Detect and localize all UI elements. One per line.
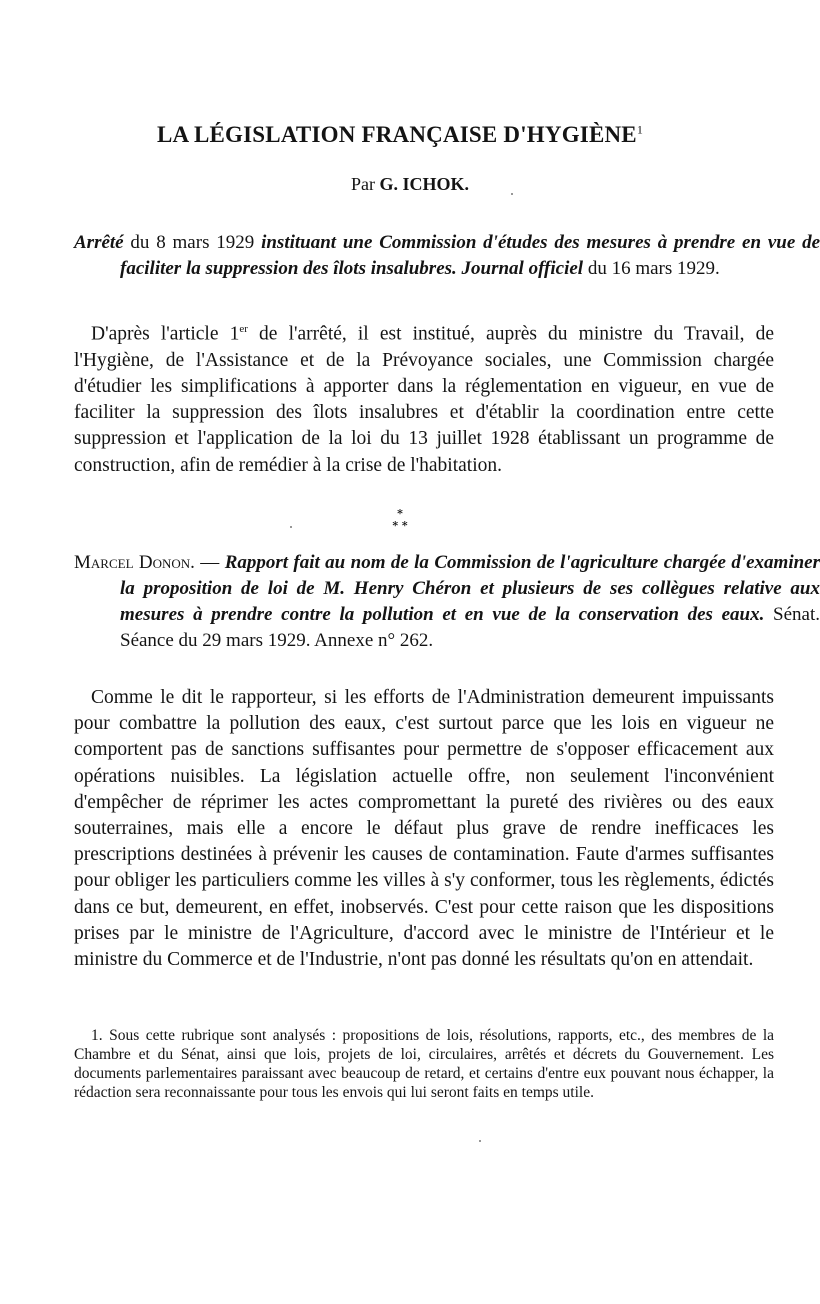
entry-arrete [74,230,820,282]
paragraph-rapport-text: Comme le dit le rapporteur, si les efforts de l'Administration demeurent impuissants pour combattre la pollution des eaux, c'est surtout parce que les lois en vigueur ne comportent pas de sanctions suffisantes pour permettre de s'opposer efficacement aux opérations nuisibles. La législation actuelle offre, non seulement l'inconvénient d'empêcher de réprimer les actes compromettant la pureté des rivières ou des eaux souterraines, mais elle a encore le défaut plus grave de rendre inefficaces les prescriptions destinées à prévenir les causes de contamination. Faute d'armes suffisantes pour obliger les particuliers comme les villes à s'y conformer, tous les règlements, édictés dans ce but, demeurent, en effet, inobservés. C'est pour cette raison que les dispositions prises par le ministre de l'Agriculture, d'accord avec le ministre de l'Intérieur et le ministre du Commerce et de l'Industrie, n'ont pas donné les résultats qu'on en attendait. [74,687,774,971]
entry-rapport-source: Sénat. Séance du 29 mars 1929. Annexe n° 262. [120,604,820,651]
paragraph-arrete [74,316,774,479]
entry-rapport-title: Rapport fait au nom de la Commission de l'agriculture chargée d'examiner la proposition de loi de M. Henry Chéron et plusieurs de ses collègues relative aux mesures à prendre contre la pollution et en vue de la conservation des eaux. [120,552,820,625]
title-footnote-mark: 1 [636,122,644,137]
scan-speck [511,193,513,195]
separator-bottom: * * [392,519,408,532]
footnote-number: 1. [91,1027,103,1044]
author-line [300,174,520,195]
entry-arrete-lead: Arrêté [74,232,124,253]
paragraph-arrete-sup: er [239,323,248,335]
entry-rapport [74,550,820,654]
paragraph-arrete-start: D'après l'article 1 [91,323,240,345]
scan-speck [479,1140,481,1142]
section-separator [380,508,420,532]
author-name: G. ICHOK. [379,174,469,194]
title-text: LA LÉGISLATION FRANÇAISE D'HYGIÈNE [156,122,637,147]
entry-arrete-source: du 16 mars 1929. [587,258,720,279]
entry-arrete-date: du 8 mars 1929 [130,232,255,253]
entry-arrete-title: instituant une Commission d'études des mesures à prendre en vue de faciliter la suppression des îlots insalubres. Journal officiel [120,232,820,279]
scan-speck [290,526,292,528]
entry-rapport-author: Marcel Donon. [74,552,195,573]
footnote [74,1026,774,1102]
entry-rapport-dash: — [194,552,225,573]
page-title [120,122,680,148]
paragraph-arrete-rest: de l'arrêté, il est institué, auprès du ministre du Travail, de l'Hygiène, de l'Assistance et de la Prévoyance sociales, une Commission chargée d'étudier les simplifications à apporter dans la réglementation en vigueur, en vue de faciliter la suppression des îlots insalubres et d'établir la coordination entre cette suppression et l'application de la loi du 13 juillet 1928 établissant un programme de construction, afin de remédier à la crise de l'habitation. [74,323,774,476]
footnote-text: Sous cette rubrique sont analysés : propositions de lois, résolutions, rapports, etc., des membres de la Chambre et du Sénat, ainsi que lois, projets de loi, circulaires, arrêtés et décrets du Gouvernement. Les documents parlementaires paraissant avec beaucoup de retard, et certains d'entre eux pouvant nous échapper, la rédaction sera reconnaissante pour tous les envois qui lui seront faits en temps utile. [74,1027,774,1101]
paragraph-rapport [74,685,774,973]
separator-top: * [397,507,403,520]
author-prefix: Par [350,174,375,194]
